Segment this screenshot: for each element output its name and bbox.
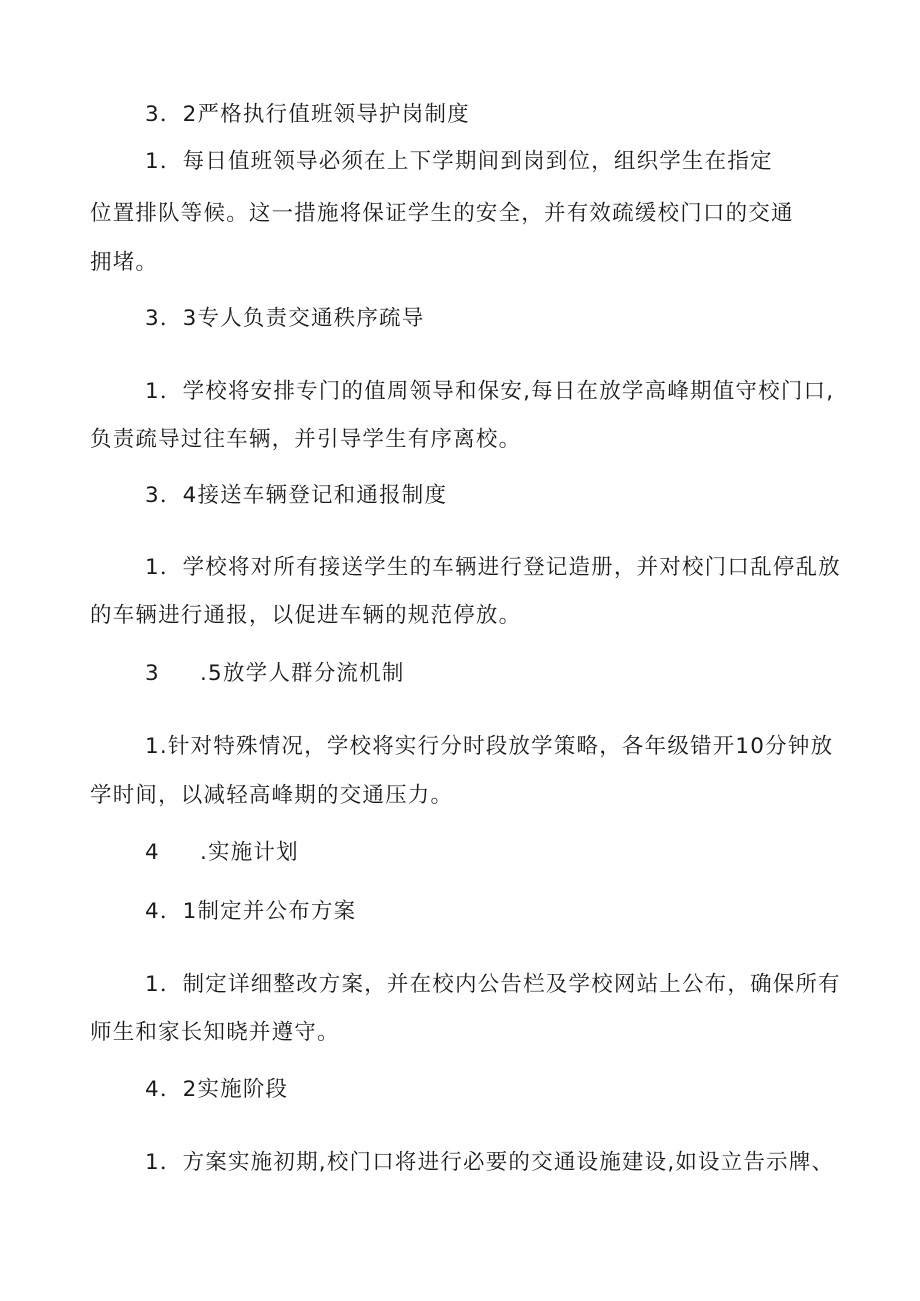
- paragraph-line: 1．每日值班领导必须在上下学期间到岗到位，组织学生在指定: [145, 149, 773, 174]
- section-heading-3-3: 3．3专人负责交通秩序疏导: [145, 306, 425, 331]
- heading-text: .5放学人群分流机制: [200, 661, 405, 686]
- paragraph-line: 1．学校将安排专门的值周领导和保安,每日在放学高峰期值守校门口,: [145, 379, 835, 404]
- section-heading-3-2: 3．2严格执行值班领导护岗制度: [145, 102, 470, 127]
- section-heading-4-2: 4．2实施阶段: [145, 1077, 289, 1102]
- heading-text: .实施计划: [200, 840, 299, 865]
- section-heading-4: [145, 838, 299, 868]
- paragraph-line: 学时间，以减轻高峰期的交通压力。: [90, 783, 454, 808]
- section-heading-3-4: 3．4接送车辆登记和通报制度: [145, 483, 448, 508]
- paragraph-line: 拥堵。: [90, 250, 159, 275]
- paragraph-line: 1．方案实施初期,校门口将进行必要的交通设施建设,如设立告示牌、: [145, 1150, 835, 1175]
- heading-number: 3: [145, 661, 160, 686]
- section-heading-3-5: [145, 659, 405, 689]
- paragraph-line: 位置排队等候。这一措施将保证学生的安全，并有效疏缓校门口的交通: [90, 201, 794, 226]
- paragraph-line: 的车辆进行通报，以促进车辆的规范停放。: [90, 603, 522, 628]
- paragraph-line: 负责疏导过往车辆，并引导学生有序离校。: [90, 427, 522, 452]
- heading-number: 4: [145, 840, 160, 865]
- section-heading-4-1: 4．1制定并公布方案: [145, 899, 357, 924]
- paragraph-line: 1．制定详细整改方案，并在校内公告栏及学校网站上公布，确保所有: [145, 972, 841, 997]
- paragraph-line: 1.针对特殊情况，学校将实行分时段放学策略，各年级错开10分钟放: [145, 734, 834, 759]
- paragraph-line: 1．学校将对所有接送学生的车辆进行登记造册，并对校门口乱停乱放: [145, 555, 841, 580]
- paragraph-line: 师生和家长知晓并遵守。: [90, 1020, 340, 1045]
